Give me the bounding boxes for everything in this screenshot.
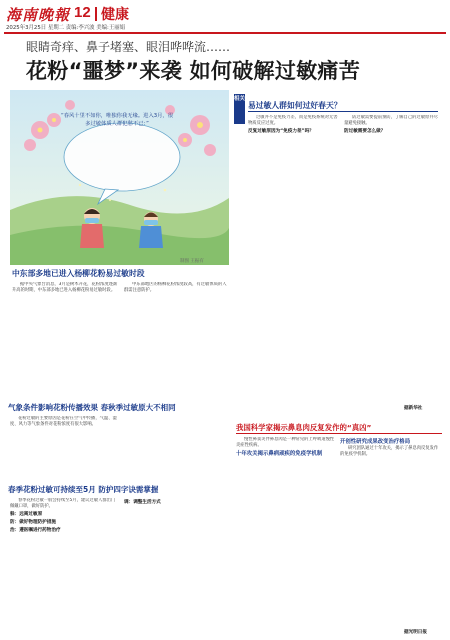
page-number: 12 (74, 4, 91, 21)
article-5-body-a (236, 437, 336, 633)
article-4-body-b (344, 115, 440, 415)
article-4-subhead-2: 防过敏需要怎么做？ (344, 129, 386, 134)
article-2-title: 气象条件影响花粉传播效果 春秋季过敏原大不相同 (8, 403, 176, 412)
article-4-byline: 据新华社 (404, 406, 423, 411)
article-3-subhead-2: 防：做好物理防护措施 (10, 520, 56, 525)
article-2-body-a (10, 416, 118, 478)
paragraph: 春季花粉过敏一般会持续至5月，建议过敏人群出门佩戴口罩，做好防护。 (10, 498, 116, 509)
masthead-rule (4, 32, 446, 34)
article-1-body-b (124, 282, 230, 397)
illustration-caption-text: “春风十里不如你，唯独你我无缘。进入3月，很多过敏体质人群犯愁不已：” (60, 113, 174, 127)
article-3-subhead-1: 躲：远离过敏原 (10, 512, 43, 517)
section-title: 健康 (101, 7, 129, 23)
paragraph: 慢性鼻窦炎伴鼻息肉是一种常见的上呼吸道慢性炎症性疾病。 (236, 437, 335, 448)
article-5-title: 我国科学家揭示鼻息肉反复发作的“真凶” (236, 423, 372, 432)
article-3-subhead-4: 调：调整生活方式 (124, 500, 161, 505)
paragraph: 过敏并不是免疫力差，而是免疫系统对无害物质反应过度。 (248, 115, 338, 126)
date-line: 2025年3月25日 星期二 责编:李兴波 美编:王丽娟 (6, 25, 126, 31)
article-5-subhead-1: 十年攻关揭示鼻病顽疾的免疫学机制 (236, 451, 323, 457)
paragraph: 中东部地区的杨柳花粉浓度较高，有过敏体质的人群需注意防护。 (124, 282, 227, 293)
masthead-divider (95, 7, 97, 21)
article-3-title: 春季花粉过敏可持续至5月 防护四字诀需掌握 (8, 485, 159, 494)
paragraph: 防过敏需要提前预防，了解自己的过敏原并尽量避免接触。 (344, 115, 438, 126)
illustration-caption (60, 112, 174, 166)
newspaper-logo: 海南晚報 (6, 6, 71, 24)
paragraph: 研究团队通过十年攻关，揭示了鼻息肉反复发作的免疫学机制。 (340, 446, 439, 457)
article-3-subhead-3: 治：遵医嘱进行药物治疗 (10, 528, 61, 533)
paragraph: 据中央气象台消息，3月是树木开花，花粉浓度逐渐升高的时期，中东部多地已进入杨柳花粉易过敏时段。 (12, 282, 118, 293)
photo-credit: 制图 王振有 (180, 259, 204, 264)
article-4-body-a (248, 115, 340, 415)
article-4-rule (248, 111, 438, 112)
article-5-subhead-2: 开创性研究成果改变治疗格局 (340, 439, 411, 445)
article-5-rule (236, 433, 442, 434)
article-3-body-a (10, 498, 118, 634)
article-1-title: 中东部多地已进入杨柳花粉易过敏时段 (12, 269, 145, 278)
article-1-body-a (12, 282, 120, 397)
hero-kicker: 眼睛奇痒、鼻子堵塞、眼泪哗哗流…… (26, 40, 231, 54)
article-5-byline: 据光明日报 (404, 630, 427, 635)
hero-headline: 花粉“噩梦”来袭 如何破解过敏痛苦 (26, 59, 361, 83)
masthead (4, 4, 446, 32)
article-4-subhead-1: 反复过敏原因为“免疫力差”吗？ (248, 129, 314, 134)
related-tag: 相关 (234, 94, 245, 124)
article-5-body-b (340, 437, 442, 633)
paragraph: 花粉过敏的主要原因是花粉在空气中传播，气温、湿度、风力等气象条件对花粉浓度有很大影响。 (10, 416, 117, 427)
article-2-body-b (124, 416, 230, 478)
article-3-body-b (124, 498, 230, 634)
article-4-title: 易过敏人群如何过好春天？ (248, 101, 342, 110)
